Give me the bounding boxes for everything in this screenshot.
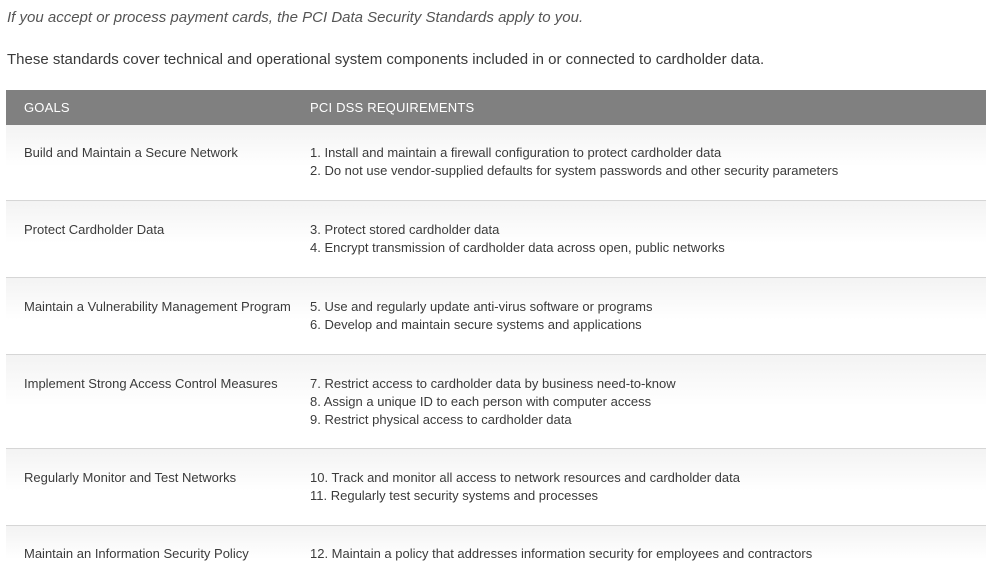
header-requirements: PCI DSS REQUIREMENTS <box>310 100 475 115</box>
pci-requirements-table <box>6 90 986 586</box>
header-goals: GOALS <box>24 100 70 115</box>
requirement-item: 6. Develop and maintain secure systems and applications <box>310 317 642 332</box>
goal-cell: Maintain an Information Security Policy <box>24 546 249 561</box>
goal-cell: Build and Maintain a Secure Network <box>24 145 238 160</box>
goal-cell: Maintain a Vulnerability Management Program <box>24 299 291 314</box>
table-row <box>6 449 986 526</box>
requirement-item: 3. Protect stored cardholder data <box>310 222 500 237</box>
requirement-item: 2. Do not use vendor-supplied defaults for system passwords and other security parameters <box>310 163 839 178</box>
table-row <box>6 125 986 201</box>
table-row <box>6 355 986 449</box>
table-header <box>6 90 986 125</box>
requirement-item: 4. Encrypt transmission of cardholder data across open, public networks <box>310 240 725 255</box>
requirement-item: 8. Assign a unique ID to each person with computer access <box>310 394 652 409</box>
table-row <box>6 526 986 586</box>
requirement-item: 10. Track and monitor all access to network resources and cardholder data <box>310 470 740 485</box>
requirement-item: 7. Restrict access to cardholder data by business need-to-know <box>310 376 676 391</box>
table-row <box>6 201 986 278</box>
requirements-cell <box>310 298 986 354</box>
requirements-cell <box>310 545 986 586</box>
requirements-cell <box>310 375 986 448</box>
requirement-item: 12. Maintain a policy that addresses information security for employees and contractors <box>310 546 813 561</box>
requirements-cell <box>310 469 986 525</box>
goal-cell: Implement Strong Access Control Measures <box>24 376 278 391</box>
requirements-cell <box>310 144 986 200</box>
goal-cell: Regularly Monitor and Test Networks <box>24 470 237 485</box>
requirement-item: 1. Install and maintain a firewall configuration to protect cardholder data <box>310 145 722 160</box>
intro-text: If you accept or process payment cards, the PCI Data Security Standards apply to you. <box>7 9 584 26</box>
lead-text: These standards cover technical and operational system components included in or connected to cardholder data. <box>7 51 765 68</box>
goal-cell: Protect Cardholder Data <box>24 222 165 237</box>
requirement-item: 11. Regularly test security systems and processes <box>310 488 599 503</box>
requirement-item: 5. Use and regularly update anti-virus software or programs <box>310 299 653 314</box>
table-row <box>6 278 986 355</box>
requirement-item: 9. Restrict physical access to cardholder data <box>310 412 572 427</box>
requirements-cell <box>310 221 986 277</box>
